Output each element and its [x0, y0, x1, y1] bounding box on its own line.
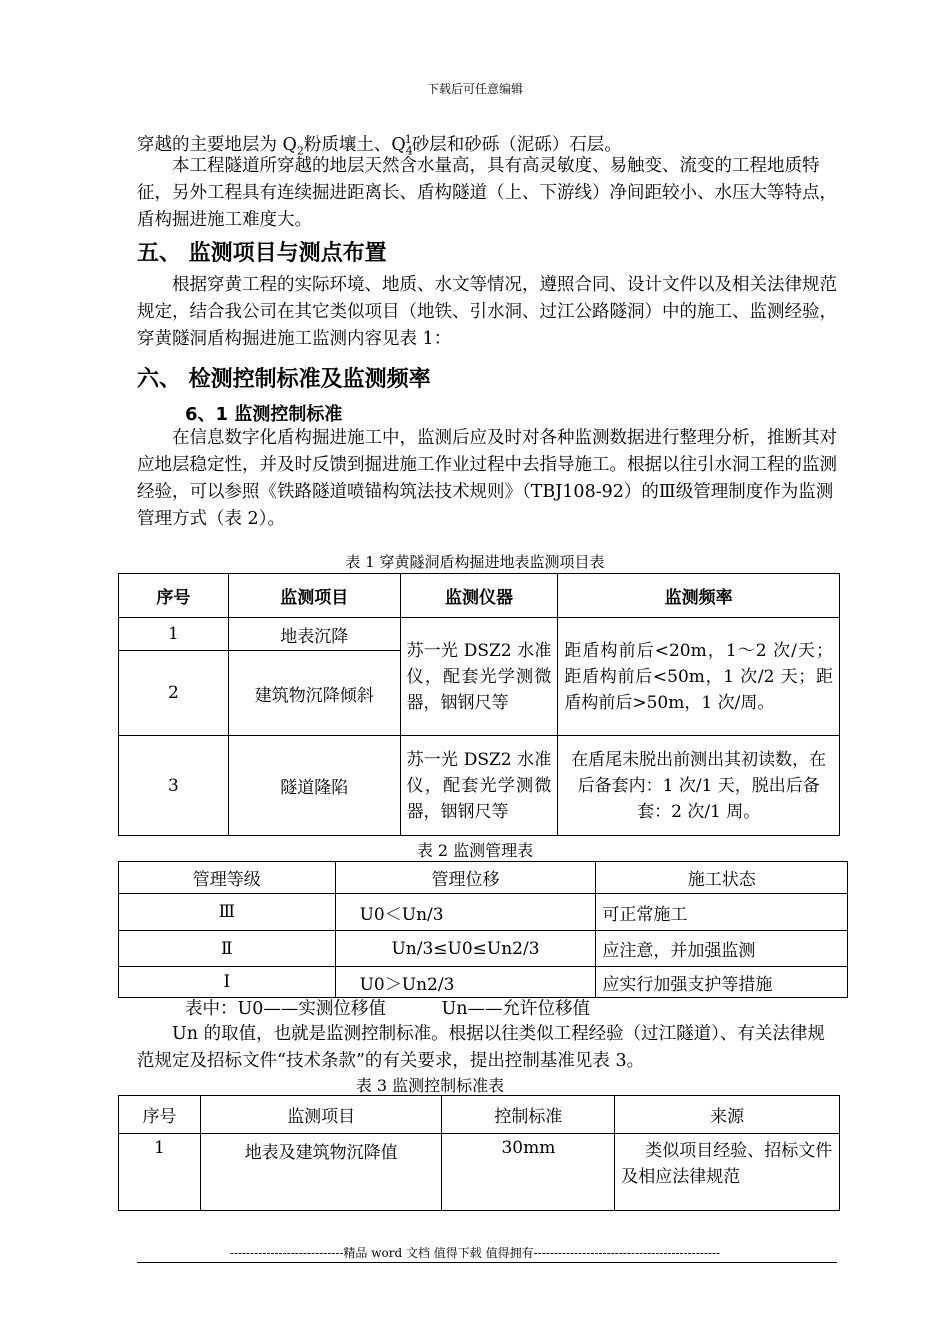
- table2-cell-displacement: U0＜Un/3: [335, 894, 596, 931]
- paragraph-control-standard: 在信息数字化盾构掘进施工中，监测后应及时对各种监测数据进行整理分析，推断其对应地层稳定性，并及时反馈到掘进施工作业过程中去指导施工。根据以往引水洞工程的监测经验，可以参照《铁路隧道喷锚构筑法技术规则》（TBJ108-92）的Ⅲ级管理制度作为监测管理方式（表 2）。: [137, 428, 837, 529]
- table3-header-source: 来源: [615, 1096, 840, 1134]
- paragraph-monitoring-content: 根据穿黄工程的实际环境、地质、水文等情况，遵照合同、设计文件以及相关法律规范规定，结合我公司在其它类似项目（地铁、引水洞、过江公路隧洞）中的施工、监测经验，穿黄隧洞盾构掘进施工监测内容见表 1：: [137, 275, 837, 349]
- section-heading-5: 五、 监测项目与测点布置: [137, 241, 387, 266]
- table2-header-level: 管理等级: [119, 862, 336, 894]
- table1-header-frequency: 监测频率: [558, 574, 840, 618]
- table3-caption: 表 3 监测控制标准表: [355, 1076, 505, 1095]
- table2-cell-level: Ⅲ: [119, 894, 336, 931]
- table2-cell-displacement: Un/3≤U0≤Un2/3: [335, 931, 596, 967]
- section-heading-6: 六、 检测控制标准及监测频率: [137, 367, 431, 392]
- table2-note: 表中：U0——实测位移值 Un——允许位移值: [185, 999, 591, 1019]
- paragraph-strata: 穿越的主要地层为 $Q_2$粉质壤土、$Q_4^1$砂层和砂砾（泥砾）石层。: [137, 133, 622, 158]
- footer-rule: [137, 1262, 837, 1263]
- table3-header-standard: 控制标准: [442, 1096, 615, 1134]
- table2-header-status: 施工状态: [596, 862, 848, 894]
- table1-cell-no: 1: [119, 618, 229, 651]
- table1-cell-item: 地表沉降: [228, 618, 400, 651]
- table3-header-item: 监测项目: [200, 1096, 442, 1134]
- page-header: 下载后可任意编辑: [426, 82, 523, 96]
- table2-cell-level: Ⅱ: [119, 931, 336, 967]
- table1-header-no: 序号: [119, 574, 229, 618]
- table1-header-item: 监测项目: [228, 574, 400, 618]
- table3-cell-standard: 30mm: [442, 1134, 615, 1211]
- table3-cell-no: 1: [119, 1134, 201, 1211]
- table2-cell-status: 应实行加强支护等措施: [596, 967, 848, 998]
- table1-cell-frequency: 在盾尾未脱出前测出其初读数，在后备套内：1 次/1 天，脱出后备套：2 次/1 周。: [558, 736, 840, 836]
- table1-cell-no: 2: [119, 651, 229, 736]
- table1-cell-instrument: 苏一光 DSZ2 水准仪，配套光学测微器，铟钢尺等: [400, 736, 558, 836]
- table1-cell-frequency: 距盾构前后<20m，1～2 次/天；距盾构前后<50m，1 次/2 天；距盾构前后>50m，1 次/周。: [558, 618, 840, 736]
- table2-cell-level: Ⅰ: [119, 967, 336, 998]
- table3-header-no: 序号: [119, 1096, 201, 1134]
- paragraph-geology: 本工程隧道所穿越的地层天然含水量高，具有高灵敏度、易触变、流变的工程地质特征，另外工程具有连续掘进距离长、盾构隧道（上、下游线）净间距较小、水压大等特点，盾构掘进施工难度大。: [137, 156, 837, 230]
- table1-cell-item: 隧道隆陷: [228, 736, 400, 836]
- table2-cell-status: 可正常施工: [596, 894, 848, 931]
- table1-caption: 表 1 穿黄隧洞盾构掘进地表监测项目表: [345, 553, 605, 571]
- table1-cell-instrument: 苏一光 DSZ2 水准仪，配套光学测微器，铟钢尺等: [400, 618, 558, 736]
- table2-caption: 表 2 监测管理表: [416, 841, 534, 860]
- table2-cell-status: 应注意，并加强监测: [596, 931, 848, 967]
- table1-cell-item: 建筑物沉降倾斜: [228, 651, 400, 736]
- control-standard-table: [118, 1095, 840, 1211]
- monitoring-management-table: [118, 861, 848, 998]
- paragraph-control-basis: Un 的取值，也就是监测控制标准。根据以往类似工程经验（过江隧道）、有关法律规范规定及招标文件“技术条款”的有关要求，提出控制基准见表 3。: [137, 1024, 825, 1071]
- table2-header-displacement: 管理位移: [335, 862, 596, 894]
- table3-cell-source: 类似项目经验、招标文件及相应法律规范: [615, 1134, 840, 1211]
- monitoring-items-table: [118, 573, 840, 836]
- table3-cell-item: 地表及建筑物沉降值: [200, 1134, 442, 1211]
- page-footer: ----------------------------精品 word 文档 值得下载 值得拥有----------------------------------------------: [229, 1246, 721, 1260]
- table2-cell-displacement: U0＞Un2/3: [335, 967, 596, 998]
- subsection-heading-6-1: 6、1 监测控制标准: [185, 404, 343, 425]
- table1-header-instrument: 监测仪器: [400, 574, 558, 618]
- table1-cell-no: 3: [119, 736, 229, 836]
